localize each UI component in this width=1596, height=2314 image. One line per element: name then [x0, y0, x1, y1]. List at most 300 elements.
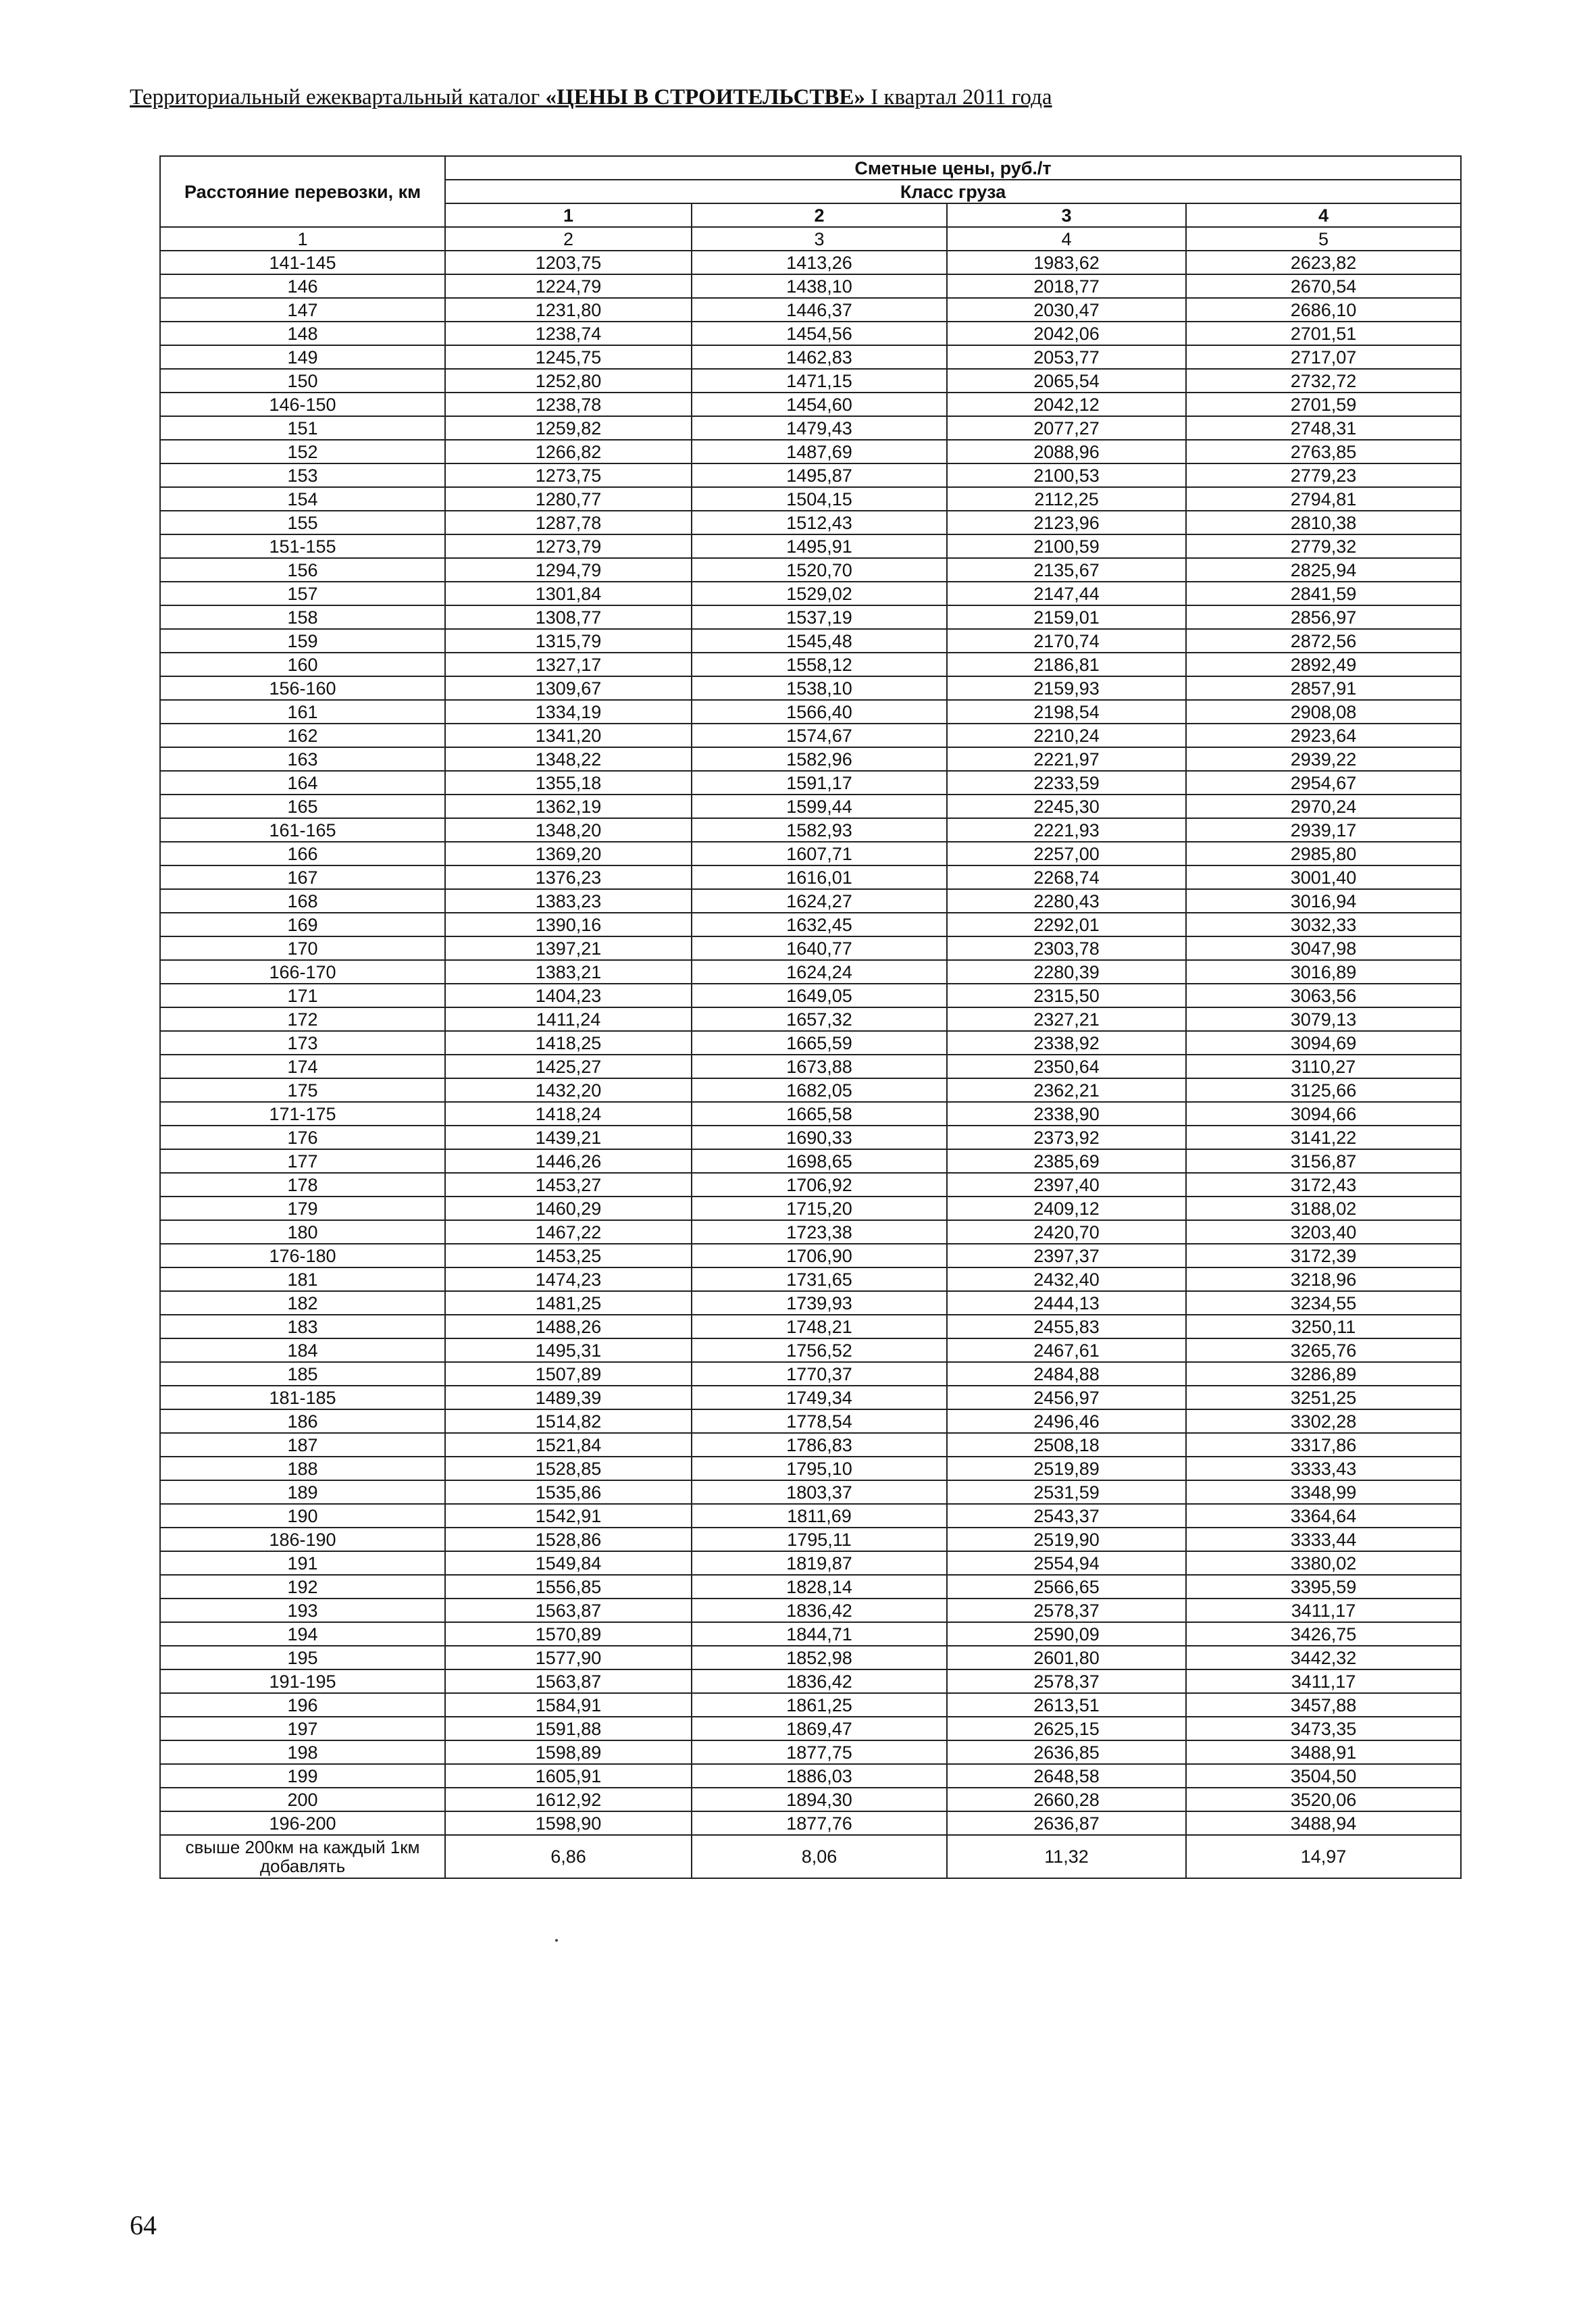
class-3-price: 2292,01 [947, 913, 1186, 936]
table-row [160, 1622, 1461, 1646]
class-3-price: 2186,81 [947, 653, 1186, 676]
class-2-price: 1512,43 [692, 511, 947, 534]
class-4-price: 3172,39 [1186, 1244, 1461, 1267]
class-3-price: 2636,87 [947, 1811, 1186, 1835]
table-row [160, 865, 1461, 889]
class-2-price: 1649,05 [692, 984, 947, 1007]
class-1-price: 1301,84 [445, 582, 692, 605]
class-3-price: 2065,54 [947, 369, 1186, 393]
class-1-price: 1341,20 [445, 724, 692, 747]
class-3-price: 2221,97 [947, 747, 1186, 771]
distance-cell: 179 [160, 1197, 445, 1220]
distance-cell: 185 [160, 1362, 445, 1386]
class-1-price: 1549,84 [445, 1551, 692, 1575]
class-4-price: 3411,17 [1186, 1599, 1461, 1622]
distance-cell: 187 [160, 1433, 445, 1457]
distance-cell: 168 [160, 889, 445, 913]
table-row [160, 1480, 1461, 1504]
class-1-price: 1495,31 [445, 1338, 692, 1362]
class-2-price: 1706,90 [692, 1244, 947, 1267]
distance-cell: 175 [160, 1078, 445, 1102]
class-1-price: 1563,87 [445, 1599, 692, 1622]
class-2-price: 1413,26 [692, 251, 947, 274]
class-2-price: 1479,43 [692, 416, 947, 440]
class-4-price: 2717,07 [1186, 345, 1461, 369]
class-2-price: 1836,42 [692, 1669, 947, 1693]
class-1-price: 1383,23 [445, 889, 692, 913]
table-row [160, 605, 1461, 629]
class-1-price: 1591,88 [445, 1717, 692, 1740]
class-3-price: 2590,09 [947, 1622, 1186, 1646]
class-1-price: 1453,25 [445, 1244, 692, 1267]
table-row [160, 1409, 1461, 1433]
class-1-price: 1294,79 [445, 558, 692, 582]
class-1-price: 1327,17 [445, 653, 692, 676]
scan-speck [555, 1939, 558, 1942]
class-2-price: 1819,87 [692, 1551, 947, 1575]
distance-cell: 180 [160, 1220, 445, 1244]
class-3-price: 2245,30 [947, 795, 1186, 818]
class-4-price: 3047,98 [1186, 936, 1461, 960]
class-3-price: 2601,80 [947, 1646, 1186, 1669]
table-row [160, 629, 1461, 653]
class-2-price: 1795,11 [692, 1528, 947, 1551]
class-number-2: 2 [692, 203, 947, 227]
table-row [160, 1764, 1461, 1788]
table-row [160, 842, 1461, 865]
table-row [160, 440, 1461, 463]
class-3-price: 2660,28 [947, 1788, 1186, 1811]
class-2-price: 1770,37 [692, 1362, 947, 1386]
table-row [160, 1457, 1461, 1480]
class-3-price: 2100,59 [947, 534, 1186, 558]
table-row [160, 274, 1461, 298]
distance-cell: 196 [160, 1693, 445, 1717]
table-row [160, 960, 1461, 984]
distance-cell: 192 [160, 1575, 445, 1599]
class-2-price: 1877,75 [692, 1740, 947, 1764]
distance-cell: 152 [160, 440, 445, 463]
table-row [160, 393, 1461, 416]
class-3-price: 2648,58 [947, 1764, 1186, 1788]
class-3-price: 2198,54 [947, 700, 1186, 724]
class-2-price: 1462,83 [692, 345, 947, 369]
class-1-price: 1528,85 [445, 1457, 692, 1480]
class-3-price: 2210,24 [947, 724, 1186, 747]
class-2-price: 1574,67 [692, 724, 947, 747]
class-3-price: 2268,74 [947, 865, 1186, 889]
class-2-price: 1607,71 [692, 842, 947, 865]
class-4-price: 2779,32 [1186, 534, 1461, 558]
class-4-price: 2701,51 [1186, 322, 1461, 345]
class-2-price: 1487,69 [692, 440, 947, 463]
class-4-price: 3110,27 [1186, 1055, 1461, 1078]
class-3-price: 2147,44 [947, 582, 1186, 605]
table-row [160, 1315, 1461, 1338]
distance-cell: 146-150 [160, 393, 445, 416]
additional-rate-value: 14,97 [1186, 1835, 1461, 1878]
class-4-price: 2985,80 [1186, 842, 1461, 865]
class-1-price: 1348,22 [445, 747, 692, 771]
class-1-price: 1252,80 [445, 369, 692, 393]
class-3-price: 2280,39 [947, 960, 1186, 984]
class-1-price: 1598,90 [445, 1811, 692, 1835]
column-number: 1 [160, 227, 445, 251]
table-row [160, 582, 1461, 605]
class-4-price: 2841,59 [1186, 582, 1461, 605]
class-4-price: 2701,59 [1186, 393, 1461, 416]
class-1-price: 1418,25 [445, 1031, 692, 1055]
class-4-price: 3094,66 [1186, 1102, 1461, 1126]
cargo-class-header: Класс груза [445, 180, 1461, 203]
price-header: Сметные цены, руб./т [445, 156, 1461, 180]
class-1-price: 1383,21 [445, 960, 692, 984]
distance-cell: 161-165 [160, 818, 445, 842]
class-4-price: 3411,17 [1186, 1669, 1461, 1693]
class-1-price: 1203,75 [445, 251, 692, 274]
class-1-price: 1467,22 [445, 1220, 692, 1244]
class-4-price: 2794,81 [1186, 487, 1461, 511]
class-2-price: 1795,10 [692, 1457, 947, 1480]
class-1-price: 1577,90 [445, 1646, 692, 1669]
class-2-price: 1446,37 [692, 298, 947, 322]
class-3-price: 2362,21 [947, 1078, 1186, 1102]
class-1-price: 1355,18 [445, 771, 692, 795]
distance-cell: 177 [160, 1149, 445, 1173]
additional-rate-value: 6,86 [445, 1835, 692, 1878]
distance-cell: 165 [160, 795, 445, 818]
class-2-price: 1673,88 [692, 1055, 947, 1078]
distance-cell: 166 [160, 842, 445, 865]
distance-cell: 166-170 [160, 960, 445, 984]
class-3-price: 2385,69 [947, 1149, 1186, 1173]
class-4-price: 2670,54 [1186, 274, 1461, 298]
table-row [160, 1031, 1461, 1055]
table-row [160, 747, 1461, 771]
class-2-price: 1690,33 [692, 1126, 947, 1149]
distance-cell: 170 [160, 936, 445, 960]
class-4-price: 3317,86 [1186, 1433, 1461, 1457]
class-1-price: 1238,74 [445, 322, 692, 345]
distance-cell: 200 [160, 1788, 445, 1811]
class-3-price: 2519,90 [947, 1528, 1186, 1551]
class-3-price: 2088,96 [947, 440, 1186, 463]
class-4-price: 3348,99 [1186, 1480, 1461, 1504]
distance-cell: 186 [160, 1409, 445, 1433]
table-row [160, 534, 1461, 558]
class-3-price: 2420,70 [947, 1220, 1186, 1244]
table-row [160, 1149, 1461, 1173]
class-1-price: 1446,26 [445, 1149, 692, 1173]
class-3-price: 2135,67 [947, 558, 1186, 582]
table-row [160, 795, 1461, 818]
class-1-price: 1245,75 [445, 345, 692, 369]
class-2-price: 1454,56 [692, 322, 947, 345]
header-prefix: Территориальный ежеквартальный каталог [130, 85, 546, 109]
class-2-price: 1582,96 [692, 747, 947, 771]
class-1-price: 1287,78 [445, 511, 692, 534]
class-4-price: 3203,40 [1186, 1220, 1461, 1244]
class-4-price: 3125,66 [1186, 1078, 1461, 1102]
class-3-price: 2170,74 [947, 629, 1186, 653]
header-catalog-name: «ЦЕНЫ В СТРОИТЕЛЬСТВЕ» [545, 85, 865, 109]
class-2-price: 1537,19 [692, 605, 947, 629]
distance-cell: 181-185 [160, 1386, 445, 1409]
class-3-price: 1983,62 [947, 251, 1186, 274]
price-table [159, 155, 1462, 1879]
distance-cell: 198 [160, 1740, 445, 1764]
class-3-price: 2053,77 [947, 345, 1186, 369]
table-row [160, 298, 1461, 322]
table-row [160, 1362, 1461, 1386]
class-2-price: 1869,47 [692, 1717, 947, 1740]
class-3-price: 2303,78 [947, 936, 1186, 960]
class-number-4: 4 [1186, 203, 1461, 227]
table-row [160, 1669, 1461, 1693]
class-2-price: 1877,76 [692, 1811, 947, 1835]
distance-cell: 183 [160, 1315, 445, 1338]
class-4-price: 3395,59 [1186, 1575, 1461, 1599]
table-row [160, 1055, 1461, 1078]
class-4-price: 2748,31 [1186, 416, 1461, 440]
class-2-price: 1624,27 [692, 889, 947, 913]
class-4-price: 2856,97 [1186, 605, 1461, 629]
class-4-price: 3234,55 [1186, 1291, 1461, 1315]
page-header [130, 84, 1129, 111]
column-number: 3 [692, 227, 947, 251]
class-4-price: 3504,50 [1186, 1764, 1461, 1788]
distance-cell: 196-200 [160, 1811, 445, 1835]
class-2-price: 1786,83 [692, 1433, 947, 1457]
class-3-price: 2327,21 [947, 1007, 1186, 1031]
distance-cell: 184 [160, 1338, 445, 1362]
class-3-price: 2432,40 [947, 1267, 1186, 1291]
class-3-price: 2531,59 [947, 1480, 1186, 1504]
distance-cell: 162 [160, 724, 445, 747]
table-row [160, 1646, 1461, 1669]
class-4-price: 2908,08 [1186, 700, 1461, 724]
class-1-price: 1308,77 [445, 605, 692, 629]
class-3-price: 2456,97 [947, 1386, 1186, 1409]
class-3-price: 2578,37 [947, 1669, 1186, 1693]
class-4-price: 2779,23 [1186, 463, 1461, 487]
table-row [160, 1788, 1461, 1811]
class-3-price: 2159,01 [947, 605, 1186, 629]
class-3-price: 2042,12 [947, 393, 1186, 416]
class-2-price: 1811,69 [692, 1504, 947, 1528]
class-1-price: 1521,84 [445, 1433, 692, 1457]
distance-cell: 164 [160, 771, 445, 795]
class-2-price: 1861,25 [692, 1693, 947, 1717]
class-3-price: 2123,96 [947, 511, 1186, 534]
class-1-price: 1489,39 [445, 1386, 692, 1409]
distance-cell: 197 [160, 1717, 445, 1740]
table-row [160, 1291, 1461, 1315]
class-4-price: 3302,28 [1186, 1409, 1461, 1433]
class-2-price: 1715,20 [692, 1197, 947, 1220]
distance-cell: 181 [160, 1267, 445, 1291]
class-4-price: 3172,43 [1186, 1173, 1461, 1197]
class-4-price: 3488,94 [1186, 1811, 1461, 1835]
class-1-price: 1404,23 [445, 984, 692, 1007]
table-row [160, 1717, 1461, 1740]
class-1-price: 1605,91 [445, 1764, 692, 1788]
distance-cell: 188 [160, 1457, 445, 1480]
class-4-price: 3457,88 [1186, 1693, 1461, 1717]
class-3-price: 2280,43 [947, 889, 1186, 913]
class-2-price: 1454,60 [692, 393, 947, 416]
class-3-price: 2077,27 [947, 416, 1186, 440]
class-1-price: 1369,20 [445, 842, 692, 865]
class-3-price: 2350,64 [947, 1055, 1186, 1078]
table-row [160, 251, 1461, 274]
distance-cell: 191-195 [160, 1669, 445, 1693]
class-1-price: 1238,78 [445, 393, 692, 416]
distance-cell: 194 [160, 1622, 445, 1646]
distance-cell: 156 [160, 558, 445, 582]
table-row [160, 818, 1461, 842]
class-4-price: 3001,40 [1186, 865, 1461, 889]
class-4-price: 3156,87 [1186, 1149, 1461, 1173]
table-row [160, 1007, 1461, 1031]
class-3-price: 2257,00 [947, 842, 1186, 865]
class-2-price: 1748,21 [692, 1315, 947, 1338]
table-row [160, 1197, 1461, 1220]
class-2-price: 1471,15 [692, 369, 947, 393]
class-2-price: 1665,59 [692, 1031, 947, 1055]
class-3-price: 2409,12 [947, 1197, 1186, 1220]
distance-cell: 146 [160, 274, 445, 298]
class-1-price: 1514,82 [445, 1409, 692, 1433]
table-row [160, 1338, 1461, 1362]
class-4-price: 2939,17 [1186, 818, 1461, 842]
additional-rate-value: 11,32 [947, 1835, 1186, 1878]
table-row [160, 1078, 1461, 1102]
distance-cell: 191 [160, 1551, 445, 1575]
class-1-price: 1397,21 [445, 936, 692, 960]
class-2-price: 1803,37 [692, 1480, 947, 1504]
class-2-price: 1591,17 [692, 771, 947, 795]
distance-cell: 171 [160, 984, 445, 1007]
class-1-price: 1309,67 [445, 676, 692, 700]
class-2-price: 1504,15 [692, 487, 947, 511]
class-1-price: 1362,19 [445, 795, 692, 818]
class-2-price: 1495,87 [692, 463, 947, 487]
class-2-price: 1566,40 [692, 700, 947, 724]
distance-cell: 190 [160, 1504, 445, 1528]
class-4-price: 3426,75 [1186, 1622, 1461, 1646]
class-3-price: 2042,06 [947, 322, 1186, 345]
class-3-price: 2338,90 [947, 1102, 1186, 1126]
class-3-price: 2397,37 [947, 1244, 1186, 1267]
class-2-price: 1520,70 [692, 558, 947, 582]
class-1-price: 1273,79 [445, 534, 692, 558]
class-4-price: 3488,91 [1186, 1740, 1461, 1764]
class-3-price: 2554,94 [947, 1551, 1186, 1575]
class-1-price: 1411,24 [445, 1007, 692, 1031]
distance-cell: 148 [160, 322, 445, 345]
class-1-price: 1376,23 [445, 865, 692, 889]
class-1-price: 1259,82 [445, 416, 692, 440]
class-1-price: 1334,19 [445, 700, 692, 724]
class-1-price: 1556,85 [445, 1575, 692, 1599]
distance-cell: 169 [160, 913, 445, 936]
column-number: 5 [1186, 227, 1461, 251]
distance-cell: 149 [160, 345, 445, 369]
class-3-price: 2221,93 [947, 818, 1186, 842]
class-4-price: 2872,56 [1186, 629, 1461, 653]
table-row [160, 1551, 1461, 1575]
class-2-price: 1682,05 [692, 1078, 947, 1102]
class-4-price: 3333,44 [1186, 1528, 1461, 1551]
table-row [160, 1386, 1461, 1409]
class-2-price: 1828,14 [692, 1575, 947, 1599]
class-3-price: 2373,92 [947, 1126, 1186, 1149]
table-row [160, 345, 1461, 369]
header-suffix: I квартал 2011 года [865, 85, 1052, 109]
distance-cell: 151-155 [160, 534, 445, 558]
class-1-price: 1439,21 [445, 1126, 692, 1149]
class-4-price: 3520,06 [1186, 1788, 1461, 1811]
distance-cell: 167 [160, 865, 445, 889]
table-row [160, 1244, 1461, 1267]
table-row [160, 889, 1461, 913]
class-4-price: 2623,82 [1186, 251, 1461, 274]
class-4-price: 2810,38 [1186, 511, 1461, 534]
class-4-price: 2939,22 [1186, 747, 1461, 771]
class-3-price: 2613,51 [947, 1693, 1186, 1717]
class-4-price: 3251,25 [1186, 1386, 1461, 1409]
class-4-price: 3333,43 [1186, 1457, 1461, 1480]
class-1-price: 1348,20 [445, 818, 692, 842]
class-3-price: 2455,83 [947, 1315, 1186, 1338]
class-4-price: 2825,94 [1186, 558, 1461, 582]
distance-cell: 147 [160, 298, 445, 322]
class-3-price: 2566,65 [947, 1575, 1186, 1599]
class-4-price: 3364,64 [1186, 1504, 1461, 1528]
class-4-price: 2892,49 [1186, 653, 1461, 676]
price-table-foot [160, 1835, 1461, 1878]
class-4-price: 3380,02 [1186, 1551, 1461, 1575]
table-row [160, 558, 1461, 582]
class-3-price: 2578,37 [947, 1599, 1186, 1622]
class-1-price: 1460,29 [445, 1197, 692, 1220]
class-4-price: 3188,02 [1186, 1197, 1461, 1220]
class-4-price: 3473,35 [1186, 1717, 1461, 1740]
class-1-price: 1273,75 [445, 463, 692, 487]
table-row [160, 1504, 1461, 1528]
distance-cell: 182 [160, 1291, 445, 1315]
distance-cell: 186-190 [160, 1528, 445, 1551]
table-row [160, 416, 1461, 440]
distance-cell: 158 [160, 605, 445, 629]
table-row [160, 936, 1461, 960]
class-3-price: 2159,93 [947, 676, 1186, 700]
distance-cell: 171-175 [160, 1102, 445, 1126]
table-row [160, 1267, 1461, 1291]
table-row [160, 1811, 1461, 1835]
table-row [160, 1173, 1461, 1197]
class-3-price: 2112,25 [947, 487, 1186, 511]
class-1-price: 1266,82 [445, 440, 692, 463]
class-4-price: 3094,69 [1186, 1031, 1461, 1055]
class-2-price: 1632,45 [692, 913, 947, 936]
table-row [160, 1575, 1461, 1599]
class-4-price: 2686,10 [1186, 298, 1461, 322]
class-3-price: 2233,59 [947, 771, 1186, 795]
table-row [160, 771, 1461, 795]
class-2-price: 1495,91 [692, 534, 947, 558]
